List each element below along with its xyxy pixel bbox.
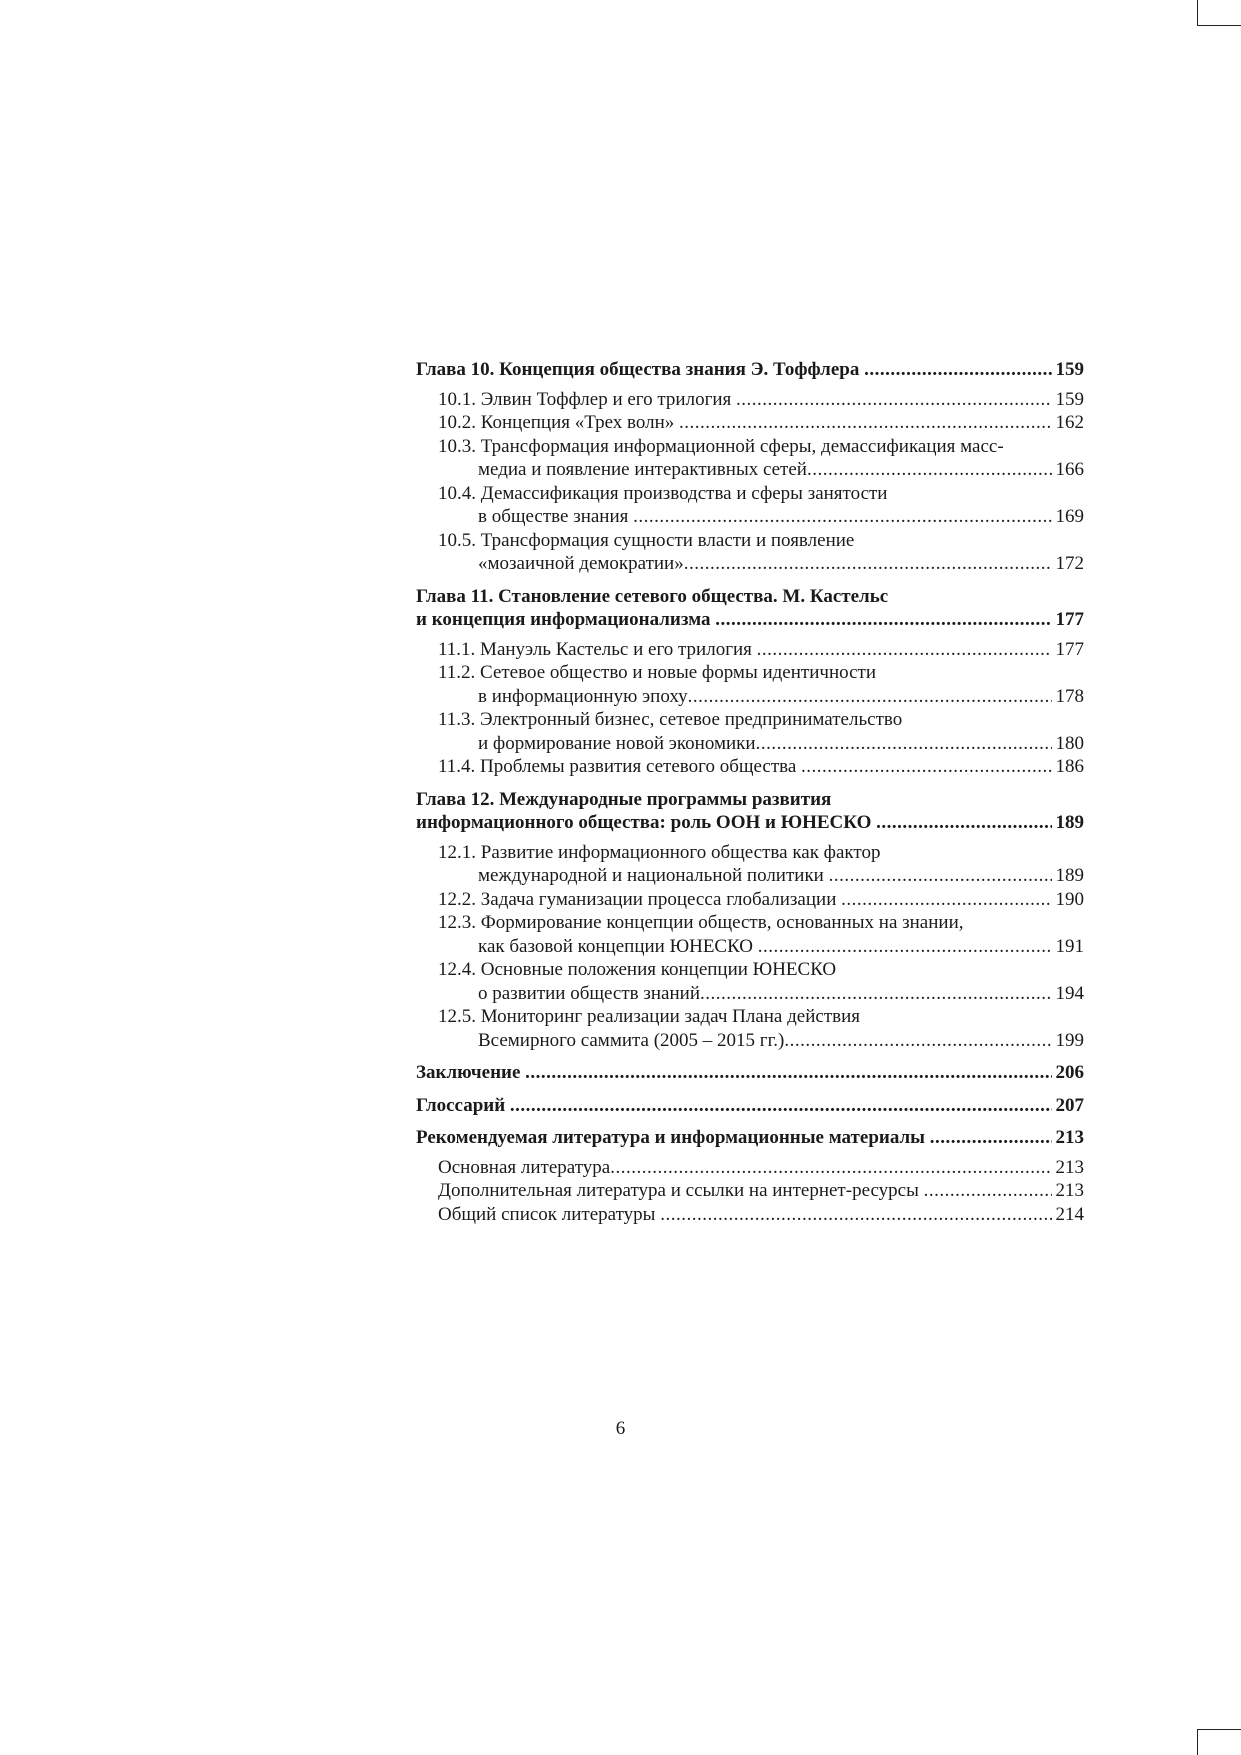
toc-entry (416, 482, 1084, 529)
recommended-literature (416, 1126, 1084, 1150)
entry-title: 12.1. Развитие информационного общества как фактор (438, 841, 881, 863)
chapter-12 (416, 788, 1084, 835)
toc-entry (416, 358, 1084, 382)
entry-title: 10.2. Концепция «Трех волн» ..... (438, 411, 1052, 435)
toc-entry (416, 638, 1084, 662)
entry-page: 213 (1055, 1156, 1084, 1178)
entry-title: 12.2. Задача гуманизации процесса глобализации ..... (438, 888, 1052, 912)
entry-title: 12.5. Мониторинг реализации задач Плана действия (438, 1006, 860, 1027)
page-number: 6 (615, 1418, 626, 1439)
entry-page: 194 (1055, 982, 1084, 1004)
entry-title: Глава 10. Концепция общества знания Э. Тоффлера ..... (416, 358, 1052, 382)
toc-entry (416, 1203, 1084, 1227)
toc-entry (416, 708, 1084, 755)
entry-page: 191 (1055, 935, 1084, 957)
entry-title: 10.1. Элвин Тоффлер и его трилогия ..... (438, 388, 1052, 412)
entry-page: 162 (1055, 412, 1084, 433)
table-of-contents (416, 358, 1084, 1226)
entry-title-continued: о развитии обществ знаний ..... (478, 982, 1052, 1006)
entry-page: 172 (1055, 553, 1084, 574)
toc-entry (416, 755, 1084, 779)
entry-page: 207 (1055, 1094, 1084, 1116)
toc-entry (416, 911, 1084, 958)
entry-page: 206 (1055, 1062, 1084, 1083)
entry-page: 189 (1055, 865, 1084, 886)
toc-entry (416, 958, 1084, 1005)
entry-title: 12.4. Основные положения концепции ЮНЕСКО (438, 959, 837, 980)
entry-page: 177 (1055, 638, 1084, 660)
entry-title: 11.4. Проблемы развития сетевого общества ..... (438, 755, 1052, 779)
entry-page: 190 (1055, 888, 1084, 910)
entry-page: 213 (1055, 1127, 1084, 1148)
entry-page: 189 (1055, 812, 1084, 833)
entry-page: 166 (1055, 459, 1084, 480)
entry-page: 178 (1055, 685, 1084, 707)
entry-title: Заключение ..... (416, 1061, 1052, 1085)
entry-page: 177 (1055, 609, 1084, 630)
entry-title: Дополнительная литература и ссылки на интернет-ресурсы ..... (438, 1179, 1052, 1203)
entry-title-continued: информационного общества: роль ООН и ЮНЕСКО ..... (416, 811, 1052, 835)
toc-entry (416, 435, 1084, 482)
crop-mark-top-vertical (1197, 0, 1198, 26)
crop-mark-bottom-horizontal (1197, 1729, 1241, 1730)
entry-title: 11.2. Сетевое общество и новые формы идентичности (438, 662, 876, 683)
glossary (416, 1094, 1084, 1118)
entry-title-continued: как базовой концепции ЮНЕСКО ..... (478, 935, 1052, 959)
entry-page: 159 (1055, 388, 1084, 410)
toc-entry (416, 1005, 1084, 1052)
entry-title: Рекомендуемая литература и информационные материалы ..... (416, 1126, 1052, 1150)
entry-title-continued: «мозаичной демократии» ..... (478, 552, 1052, 576)
entry-title: 11.3. Электронный бизнес, сетевое предпринимательство (438, 709, 903, 730)
toc-entry (416, 1179, 1084, 1203)
chapter-11 (416, 585, 1084, 632)
entry-title-continued: международной и национальной политики ..... (478, 864, 1052, 888)
entry-page: 169 (1055, 506, 1084, 527)
crop-mark-bottom-vertical (1197, 1729, 1198, 1755)
toc-entry (416, 388, 1084, 412)
entry-title: 10.4. Демассификация производства и сферы занятости (438, 482, 888, 504)
entry-title: Глава 11. Становление сетевого общества. М. Кастельс (416, 585, 889, 607)
toc-entry (416, 888, 1084, 912)
chapter-10 (416, 358, 1084, 382)
entry-title-continued: и формирование новой экономики ..... (478, 732, 1052, 756)
toc-entry (416, 411, 1084, 435)
toc-entry (416, 1156, 1084, 1180)
entry-page: 180 (1055, 732, 1084, 754)
entry-page: 199 (1055, 1029, 1084, 1051)
entry-title: Глава 12. Международные программы развития (416, 788, 832, 810)
toc-entry (416, 529, 1084, 576)
entry-title: 12.3. Формирование концепции обществ, основанных на знании, (438, 912, 964, 933)
entry-title: Основная литература ..... (438, 1156, 1052, 1180)
entry-title: 10.5. Трансформация сущности власти и появление (438, 529, 855, 551)
entry-title: Глоссарий ..... (416, 1094, 1052, 1118)
entry-title-continued: и концепция информационализма ..... (416, 608, 1052, 632)
toc-entry (416, 841, 1084, 888)
entry-title-continued: в обществе знания ..... (478, 505, 1052, 529)
entry-title: 10.3. Трансформация информационной сферы, демассификация масс- (438, 435, 1004, 457)
entry-page: 214 (1055, 1203, 1084, 1225)
entry-title-continued: в информационную эпоху ..... (478, 685, 1052, 709)
entry-title-continued: медиа и появление интерактивных сетей ..... (478, 458, 1052, 482)
entry-page: 186 (1055, 756, 1084, 777)
entry-title-continued: Всемирного саммита (2005 – 2015 гг.) ..... (478, 1029, 1052, 1053)
conclusion (416, 1061, 1084, 1085)
entry-page: 159 (1055, 359, 1084, 380)
entry-title: 11.1. Мануэль Кастельс и его трилогия ..... (438, 638, 1052, 662)
entry-page: 213 (1055, 1180, 1084, 1201)
toc-entry (416, 661, 1084, 708)
entry-title: Общий список литературы ..... (438, 1203, 1052, 1227)
crop-mark-top-horizontal (1197, 25, 1241, 26)
